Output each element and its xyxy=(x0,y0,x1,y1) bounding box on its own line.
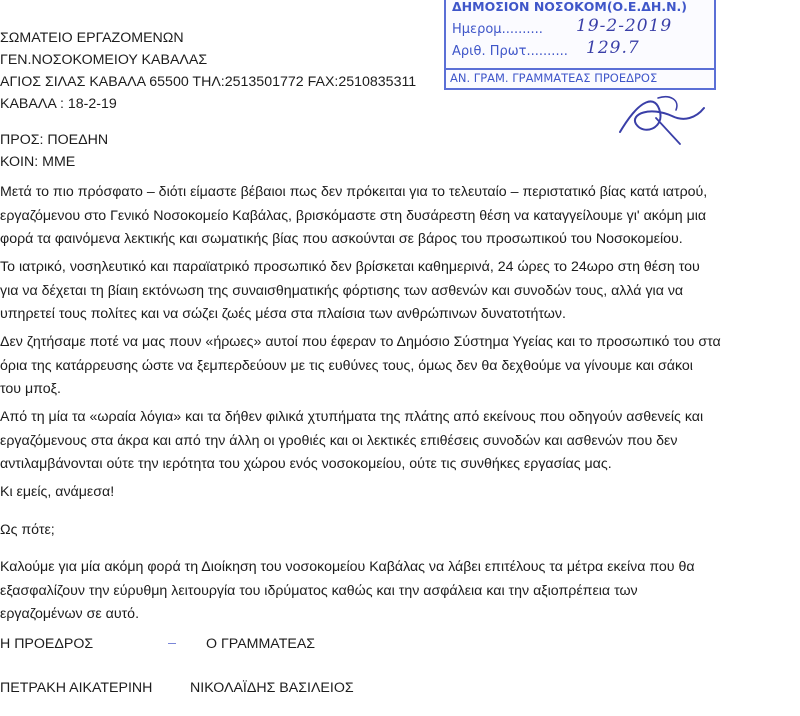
paragraph-line: εξασφαλίζουν την εύρυθμη λειτουργία του ιδρύματος καθώς και την ασφάλεια και την αξιοπρέπεια των xyxy=(0,582,638,599)
paragraph-2 xyxy=(0,256,790,327)
paragraph-1 xyxy=(0,181,790,252)
hospital-name: ΓΕΝ.ΝΟΣΟΚΟΜΕΙΟΥ ΚΑΒΑΛΑΣ xyxy=(0,52,208,68)
paragraph-line: Μετά το πιο πρόσφατο – διότι είμαστε βέβαιοι πως δεν πρόκειται για το τελευταίο – περιστατικό βίας κατά ιατρού, xyxy=(0,184,708,200)
paragraph-line: εργαζόμενου στο Γενικό Νοσοκομείο Καβάλας, βρισκόμαστε στη δυσάρεστη θέση να καταγγείλουμε γι' ακόμη μια xyxy=(0,207,707,224)
paragraph-line: για να δέχεται τη βίαιη εκτόνωση της συναισθηματικής φόρτισης των ασθενών και συνοδών τους, αλλά για να xyxy=(0,282,684,299)
paragraph-line: Από τη μία τα «ωραία λόγια» και τα δήθεν φιλικά χτυπήματα της πλάτης από εκείνους που οδηγούν ασθενείς και xyxy=(0,409,704,425)
stamp-footer-text: ΑΝ. ΓΡΑΜ. ΓΡΑΜΜΑΤΕΑΣ ΠΡΟΕΔΡΟΣ xyxy=(450,71,658,85)
letter-date: ΚΑΒΑΛΑ : 18-2-19 xyxy=(0,96,117,112)
secretary-name: ΝΙΚΟΛΑΪΔΗΣ ΒΑΣΙΛΕΙΟΣ xyxy=(190,680,354,696)
dash-mark xyxy=(168,643,176,644)
paragraph-line: εργαζόμενους στα άκρα και από την άλλη οι γροθιές και οι λεκτικές επιθέσεις συνοδών και ασθενών που δεν xyxy=(0,432,678,449)
president-name: ΠΕΤΡΑΚΗ ΑΙΚΑΤΕΡΙΝΗ xyxy=(0,680,153,696)
paragraph-6: Ως πότε; xyxy=(0,522,55,538)
union-name: ΣΩΜΑΤΕΙΟ ΕΡΓΑΖΟΜΕΝΩΝ xyxy=(0,30,184,46)
stamp-date-row: Ημερομ.......... xyxy=(452,22,543,37)
paragraph-4 xyxy=(0,406,790,477)
stamp-protocol-label: Αριθ. Πρωτ xyxy=(452,44,527,59)
paragraph-7 xyxy=(0,556,790,627)
recipient-cc: ΚΟΙΝ: ΜΜΕ xyxy=(0,154,76,170)
president-title: Η ΠΡΟΕΔΡΟΣ xyxy=(0,636,94,652)
paragraph-line: Καλούμε για μία ακόμη φορά τη Διοίκηση του νοσοκομείου Καβάλας να λάβει επιτέλους τα μέτρα εκείνα που θα xyxy=(0,559,695,575)
paragraph-line: αντιλαμβάνονται ούτε την ιερότητα του χώρου ενός νοσοκομείου, ούτε τις συνθήκες εργασίας μας. xyxy=(0,456,612,472)
stamp-date-label: Ημερομ xyxy=(452,22,502,37)
paragraph-5: Κι εμείς, ανάμεσα! xyxy=(0,484,115,500)
paragraph-line: εργαζομένων σε αυτό. xyxy=(0,606,140,622)
paragraph-line: υπηρετεί τους πολίτες και να σώζει ζωές μέσα στα πλαίσια των ανθρώπινων δυνατοτήτων. xyxy=(0,306,566,322)
stamp-protocol-value: 129.7 xyxy=(586,38,640,58)
paragraph-line: Δεν ζητήσαμε ποτέ να μας πουν «ήρωες» αυτοί που έφεραν το Δημόσιο Σύστημα Υγείας και το προσωπικό του στα xyxy=(0,334,721,350)
registry-stamp xyxy=(444,0,716,70)
paragraph-line: όρια της κατάρρευσης ώστε να ξεμπερδεύουν με τις ευθύνες τους, όμως δεν θα δεχθούμε να γίνουμε και σάκοι xyxy=(0,357,693,374)
address-contact: ΑΓΙΟΣ ΣΙΛΑΣ ΚΑΒΑΛΑ 65500 ΤΗΛ:2513501772 FAX:2510835311 xyxy=(0,74,417,90)
paragraph-3 xyxy=(0,331,790,402)
stamp-footer xyxy=(444,68,716,90)
secretary-title: Ο ΓΡΑΜΜΑΤΕΑΣ xyxy=(206,636,316,652)
handwritten-signature xyxy=(600,88,720,148)
stamp-title: ΔΗΜΟΣΙΟΝ ΝΟΣΟΚΟΜ(Ο.Ε.ΔΗ.Ν.) xyxy=(452,0,688,14)
paragraph-line: φορά τα φαινόμενα λεκτικής και σωματικής βίας που ασκούνται σε βάρος του προσωπικού του Νοσοκομείου. xyxy=(0,231,683,247)
paragraph-line: του μποξ. xyxy=(0,381,61,397)
stamp-protocol-row: Αριθ. Πρωτ.......... xyxy=(452,44,568,59)
stamp-date-value: 19-2-2019 xyxy=(576,16,673,36)
paragraph-line: Το ιατρικό, νοσηλευτικό και παραϊατρικό προσωπικό δεν βρίσκεται καθημερινά, 24 ώρες το 24ωρο στη θέση του xyxy=(0,259,700,275)
recipient-to: ΠΡΟΣ: ΠΟΕΔΗΝ xyxy=(0,132,109,148)
